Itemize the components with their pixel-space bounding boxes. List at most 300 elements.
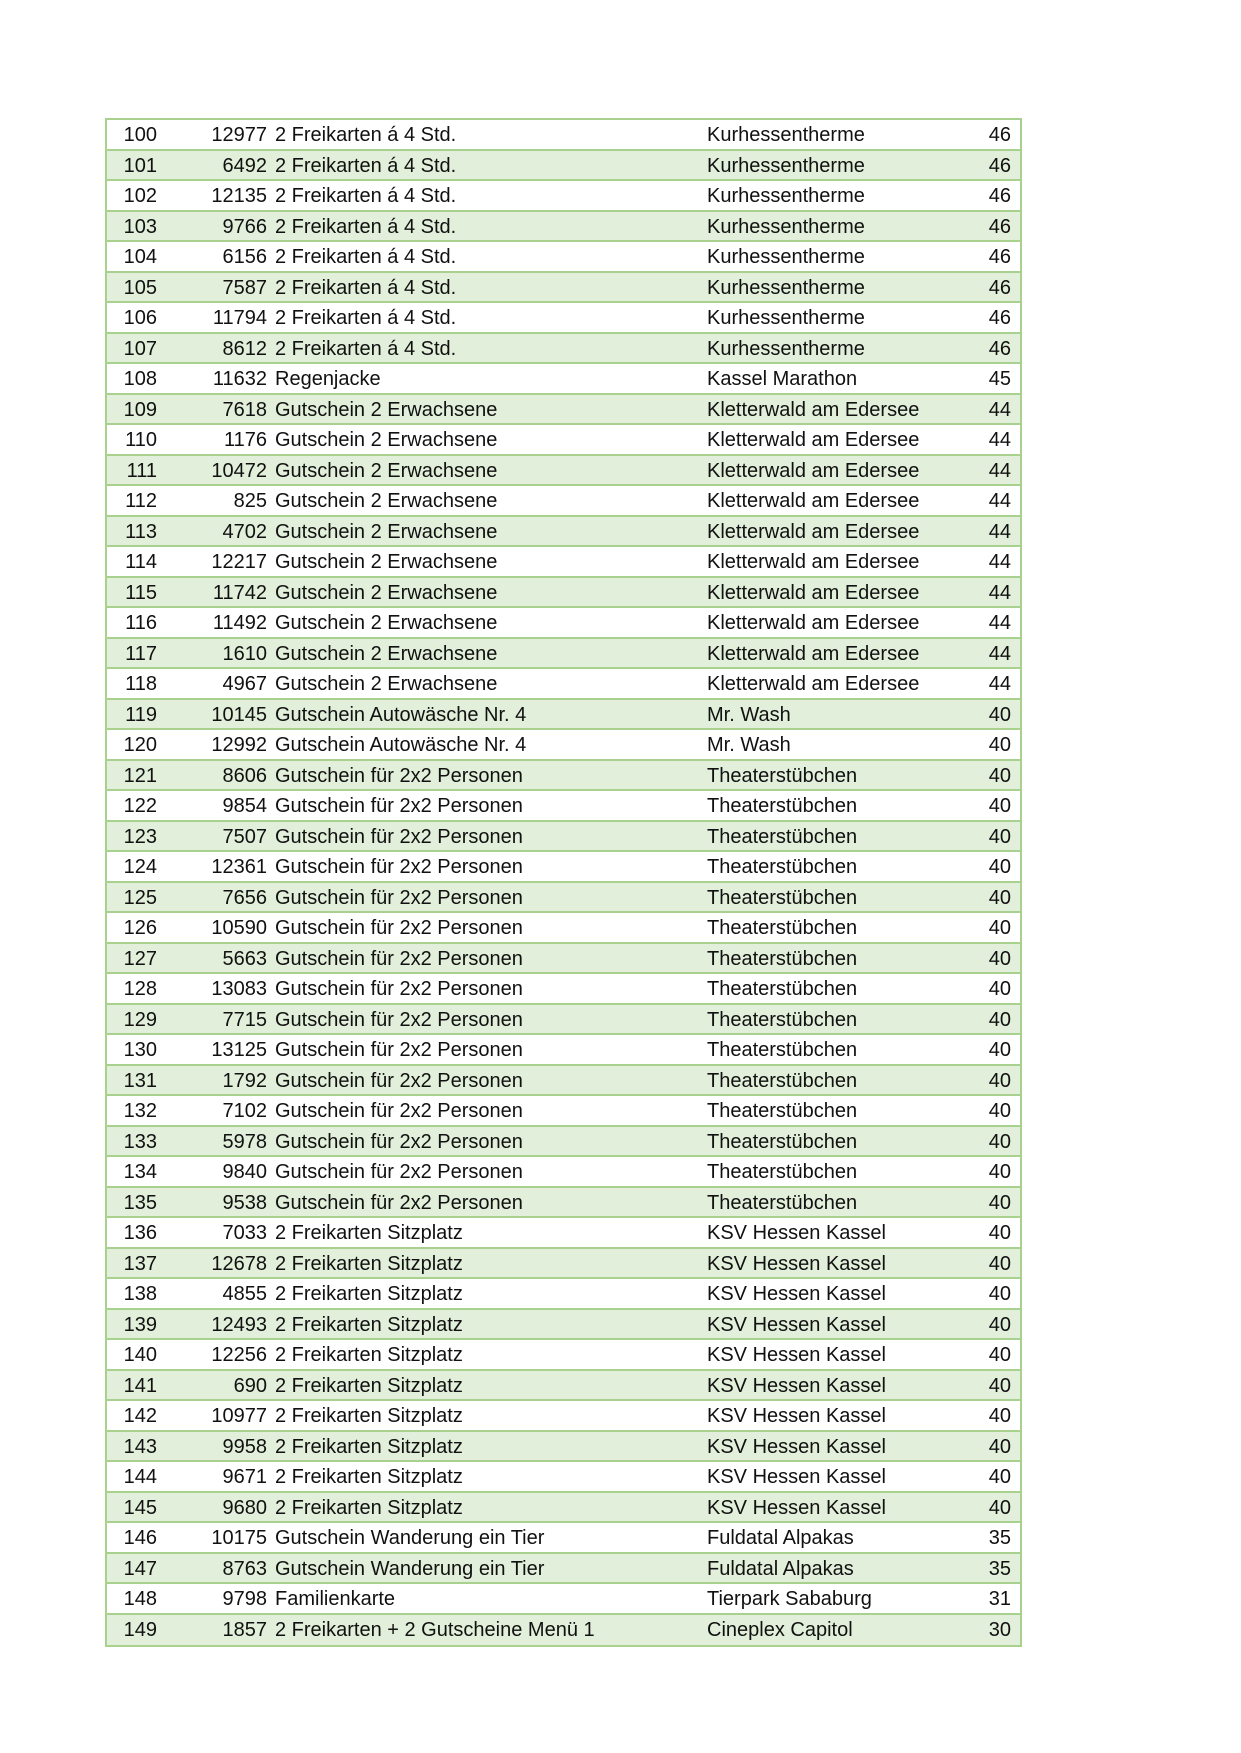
prize-description: Gutschein 2 Erwachsene <box>275 551 498 573</box>
prize-description: Gutschein für 2x2 Personen <box>275 825 523 848</box>
prize-value: 44 <box>988 551 1011 573</box>
table-row <box>107 303 1020 334</box>
prize-description: Gutschein 2 Erwachsene <box>275 581 498 604</box>
prize-value: 46 <box>988 307 1011 329</box>
ticket-number: 12217 <box>211 551 267 573</box>
row-number: 112 <box>125 490 157 512</box>
prize-value: 46 <box>988 337 1011 360</box>
ticket-number: 1857 <box>222 1618 267 1641</box>
ticket-number: 11492 <box>212 612 267 634</box>
table-row <box>107 273 1020 304</box>
prize-description: Gutschein Autowäsche Nr. 4 <box>275 734 527 756</box>
prize-value: 46 <box>988 185 1011 207</box>
row-number: 131 <box>123 1069 157 1092</box>
prize-value: 44 <box>988 673 1011 695</box>
prize-value: 40 <box>988 764 1011 787</box>
prize-description: Gutschein Wanderung ein Tier <box>275 1527 545 1549</box>
table-row <box>107 1584 1020 1615</box>
ticket-number: 11632 <box>212 368 267 390</box>
sponsor-name: KSV Hessen Kassel <box>707 1405 886 1427</box>
prize-description: 2 Freikarten Sitzplatz <box>275 1313 463 1336</box>
ticket-number: 9840 <box>222 1161 267 1183</box>
ticket-number: 12135 <box>211 185 267 207</box>
prize-value: 40 <box>988 856 1011 878</box>
row-number: 104 <box>123 246 157 268</box>
sponsor-name: Kletterwald am Edersee <box>707 642 920 665</box>
sponsor-name: Kurhessentherme <box>707 307 865 329</box>
prize-description: Gutschein 2 Erwachsene <box>275 673 498 695</box>
row-number: 102 <box>123 185 157 207</box>
prize-description: Gutschein für 2x2 Personen <box>275 886 523 909</box>
ticket-number: 12256 <box>211 1344 267 1366</box>
row-number: 121 <box>123 764 157 787</box>
ticket-number: 12493 <box>211 1313 267 1336</box>
prize-value: 40 <box>988 825 1011 848</box>
ticket-number: 10472 <box>211 459 267 482</box>
table-row <box>107 1615 1020 1646</box>
prize-value: 46 <box>988 276 1011 299</box>
ticket-number: 7033 <box>222 1222 267 1244</box>
ticket-number: 10590 <box>211 917 267 939</box>
prize-description: Gutschein 2 Erwachsene <box>275 642 498 665</box>
row-number: 147 <box>123 1557 157 1580</box>
prize-description: Gutschein 2 Erwachsene <box>275 490 498 512</box>
table-row <box>107 974 1020 1005</box>
sponsor-name: Cineplex Capitol <box>707 1618 853 1641</box>
row-number: 149 <box>123 1618 157 1641</box>
row-number: 120 <box>123 734 157 756</box>
table-row <box>107 364 1020 395</box>
prize-description: 2 Freikarten Sitzplatz <box>275 1283 463 1305</box>
ticket-number: 12678 <box>211 1252 267 1275</box>
row-number: 126 <box>123 917 157 939</box>
table-row <box>107 1157 1020 1188</box>
row-number: 129 <box>123 1008 157 1031</box>
ticket-number: 7507 <box>222 825 267 848</box>
sponsor-name: Theaterstübchen <box>707 886 858 909</box>
table-row <box>107 883 1020 914</box>
table-row <box>107 547 1020 578</box>
table-row <box>107 1493 1020 1524</box>
prize-description: 2 Freikarten Sitzplatz <box>275 1344 463 1366</box>
table-row <box>107 822 1020 853</box>
prize-value: 46 <box>988 154 1011 177</box>
row-number: 115 <box>125 581 157 604</box>
sponsor-name: Theaterstübchen <box>707 1008 858 1031</box>
prize-value: 40 <box>988 947 1011 970</box>
table-row <box>107 242 1020 273</box>
row-number: 116 <box>125 612 157 634</box>
prize-value: 44 <box>988 581 1011 604</box>
ticket-number: 12992 <box>211 734 267 756</box>
prize-description: Gutschein 2 Erwachsene <box>275 398 498 421</box>
row-number: 136 <box>123 1222 157 1244</box>
prize-description: Gutschein 2 Erwachsene <box>275 429 498 451</box>
sponsor-name: Theaterstübchen <box>707 1161 858 1183</box>
ticket-number: 9854 <box>222 795 267 817</box>
prize-table <box>105 118 1022 1647</box>
sponsor-name: Kletterwald am Edersee <box>707 429 920 451</box>
ticket-number: 10175 <box>211 1527 267 1549</box>
ticket-number: 7715 <box>222 1008 267 1031</box>
sponsor-name: KSV Hessen Kassel <box>707 1496 886 1519</box>
ticket-number: 7656 <box>222 886 267 909</box>
prize-description: Gutschein für 2x2 Personen <box>275 1039 523 1061</box>
prize-description: 2 Freikarten á 4 Std. <box>275 124 457 146</box>
prize-value: 40 <box>988 1008 1011 1031</box>
prize-description: 2 Freikarten á 4 Std. <box>275 307 457 329</box>
sponsor-name: Kletterwald am Edersee <box>707 612 920 634</box>
prize-value: 44 <box>988 398 1011 421</box>
row-number: 144 <box>123 1466 157 1488</box>
prize-description: Gutschein für 2x2 Personen <box>275 795 523 817</box>
table-row <box>107 334 1020 365</box>
table-row <box>107 1279 1020 1310</box>
ticket-number: 690 <box>233 1374 267 1397</box>
ticket-number: 1176 <box>223 429 267 451</box>
sponsor-name: KSV Hessen Kassel <box>707 1466 886 1488</box>
sponsor-name: Theaterstübchen <box>707 1191 858 1214</box>
prize-value: 45 <box>988 368 1011 390</box>
row-number: 100 <box>123 124 157 146</box>
prize-value: 40 <box>988 1496 1011 1519</box>
prize-value: 46 <box>988 246 1011 268</box>
sponsor-name: Theaterstübchen <box>707 856 858 878</box>
prize-value: 40 <box>988 1374 1011 1397</box>
prize-value: 40 <box>988 1313 1011 1336</box>
table-row <box>107 1401 1020 1432</box>
prize-value: 40 <box>988 703 1011 726</box>
prize-value: 40 <box>988 917 1011 939</box>
sponsor-name: KSV Hessen Kassel <box>707 1283 886 1305</box>
sponsor-name: Kletterwald am Edersee <box>707 398 920 421</box>
prize-description: 2 Freikarten á 4 Std. <box>275 154 457 177</box>
row-number: 140 <box>123 1344 157 1366</box>
row-number: 138 <box>123 1283 157 1305</box>
ticket-number: 825 <box>233 490 267 512</box>
prize-description: Gutschein für 2x2 Personen <box>275 947 523 970</box>
table-row <box>107 120 1020 151</box>
prize-description: Gutschein für 2x2 Personen <box>275 856 523 878</box>
row-number: 133 <box>123 1130 157 1153</box>
prize-description: Gutschein für 2x2 Personen <box>275 917 523 939</box>
table-row <box>107 1523 1020 1554</box>
sponsor-name: Theaterstübchen <box>707 1100 858 1122</box>
table-row <box>107 730 1020 761</box>
row-number: 141 <box>123 1374 157 1397</box>
prize-value: 40 <box>988 1252 1011 1275</box>
table-row <box>107 1554 1020 1585</box>
row-number: 130 <box>123 1039 157 1061</box>
prize-value: 40 <box>988 1466 1011 1488</box>
sponsor-name: KSV Hessen Kassel <box>707 1374 886 1397</box>
sponsor-name: Kurhessentherme <box>707 276 865 299</box>
sponsor-name: Theaterstübchen <box>707 978 858 1000</box>
table-row <box>107 1005 1020 1036</box>
prize-value: 35 <box>988 1527 1011 1549</box>
row-number: 119 <box>125 703 157 726</box>
table-row <box>107 181 1020 212</box>
prize-value: 40 <box>988 978 1011 1000</box>
sponsor-name: Mr. Wash <box>707 703 791 726</box>
prize-value: 40 <box>988 1100 1011 1122</box>
table-row <box>107 1188 1020 1219</box>
prize-value: 40 <box>988 1130 1011 1153</box>
sponsor-name: KSV Hessen Kassel <box>707 1435 886 1458</box>
ticket-number: 12361 <box>211 856 267 878</box>
sponsor-name: Kletterwald am Edersee <box>707 673 920 695</box>
table-row <box>107 517 1020 548</box>
table-row <box>107 1249 1020 1280</box>
prize-description: Regenjacke <box>275 368 381 390</box>
prize-value: 44 <box>988 459 1011 482</box>
prize-description: 2 Freikarten Sitzplatz <box>275 1252 463 1275</box>
table-row <box>107 1218 1020 1249</box>
prize-description: Gutschein 2 Erwachsene <box>275 612 498 634</box>
prize-value: 35 <box>988 1557 1011 1580</box>
row-number: 127 <box>123 947 157 970</box>
row-number: 146 <box>123 1527 157 1549</box>
prize-description: Gutschein für 2x2 Personen <box>275 764 523 787</box>
row-number: 103 <box>123 215 157 238</box>
prize-description: 2 Freikarten á 4 Std. <box>275 215 457 238</box>
sponsor-name: KSV Hessen Kassel <box>707 1222 886 1244</box>
sponsor-name: Theaterstübchen <box>707 917 858 939</box>
ticket-number: 5663 <box>222 947 267 970</box>
prize-description: Gutschein für 2x2 Personen <box>275 1100 523 1122</box>
row-number: 137 <box>123 1252 157 1275</box>
row-number: 113 <box>125 520 157 543</box>
sponsor-name: Kletterwald am Edersee <box>707 459 920 482</box>
sponsor-name: KSV Hessen Kassel <box>707 1252 886 1275</box>
row-number: 110 <box>125 429 157 451</box>
prize-description: 2 Freikarten á 4 Std. <box>275 246 457 268</box>
prize-value: 46 <box>988 215 1011 238</box>
sponsor-name: Theaterstübchen <box>707 825 858 848</box>
ticket-number: 9671 <box>222 1466 267 1488</box>
table-row <box>107 761 1020 792</box>
row-number: 128 <box>123 978 157 1000</box>
prize-description: 2 Freikarten Sitzplatz <box>275 1496 463 1519</box>
prize-description: Gutschein für 2x2 Personen <box>275 1161 523 1183</box>
ticket-number: 13125 <box>211 1039 267 1061</box>
table-row <box>107 1371 1020 1402</box>
sponsor-name: Kletterwald am Edersee <box>707 551 920 573</box>
prize-description: Gutschein für 2x2 Personen <box>275 1130 523 1153</box>
ticket-number: 13083 <box>211 978 267 1000</box>
table-row <box>107 852 1020 883</box>
prize-value: 30 <box>988 1618 1011 1641</box>
sponsor-name: Kassel Marathon <box>707 368 858 390</box>
sponsor-name: Kurhessentherme <box>707 337 865 360</box>
row-number: 118 <box>125 673 157 695</box>
prize-description: 2 Freikarten Sitzplatz <box>275 1405 463 1427</box>
ticket-number: 8606 <box>222 764 267 787</box>
prize-value: 40 <box>988 1069 1011 1092</box>
prize-value: 44 <box>988 612 1011 634</box>
ticket-number: 9538 <box>222 1191 267 1214</box>
row-number: 101 <box>123 154 157 177</box>
row-number: 114 <box>125 551 157 573</box>
prize-description: 2 Freikarten Sitzplatz <box>275 1222 463 1244</box>
ticket-number: 9680 <box>222 1496 267 1519</box>
prize-description: 2 Freikarten á 4 Std. <box>275 185 457 207</box>
ticket-number: 12977 <box>211 124 267 146</box>
row-number: 142 <box>123 1405 157 1427</box>
table-row <box>107 1432 1020 1463</box>
prize-value: 44 <box>988 520 1011 543</box>
prize-description: Gutschein 2 Erwachsene <box>275 459 498 482</box>
ticket-number: 11742 <box>212 581 267 604</box>
row-number: 134 <box>123 1161 157 1183</box>
prize-description: 2 Freikarten Sitzplatz <box>275 1374 463 1397</box>
ticket-number: 9766 <box>222 215 267 238</box>
prize-description: 2 Freikarten + 2 Gutscheine Menü 1 <box>275 1618 595 1641</box>
ticket-number: 8612 <box>222 337 267 360</box>
prize-value: 40 <box>988 1191 1011 1214</box>
sponsor-name: Theaterstübchen <box>707 764 858 787</box>
prize-description: 2 Freikarten á 4 Std. <box>275 337 457 360</box>
table-row <box>107 456 1020 487</box>
sponsor-name: Kletterwald am Edersee <box>707 581 920 604</box>
row-number: 106 <box>123 307 157 329</box>
prize-value: 40 <box>988 795 1011 817</box>
ticket-number: 1610 <box>222 642 267 665</box>
row-number: 132 <box>123 1100 157 1122</box>
table-row <box>107 639 1020 670</box>
prize-value: 31 <box>988 1588 1011 1610</box>
table-row <box>107 669 1020 700</box>
prize-description: Gutschein Autowäsche Nr. 4 <box>275 703 527 726</box>
sponsor-name: Fuldatal Alpakas <box>707 1557 854 1580</box>
row-number: 148 <box>123 1588 157 1610</box>
sponsor-name: Fuldatal Alpakas <box>707 1527 854 1549</box>
sponsor-name: Kurhessentherme <box>707 215 865 238</box>
prize-value: 40 <box>988 886 1011 909</box>
ticket-number: 5978 <box>222 1130 267 1153</box>
ticket-number: 4855 <box>222 1283 267 1305</box>
prize-description: Gutschein für 2x2 Personen <box>275 1008 523 1031</box>
ticket-number: 9958 <box>222 1435 267 1458</box>
sponsor-name: Mr. Wash <box>707 734 791 756</box>
prize-value: 44 <box>988 429 1011 451</box>
table-row <box>107 700 1020 731</box>
row-number: 111 <box>126 459 157 482</box>
table-row <box>107 1340 1020 1371</box>
ticket-number: 7102 <box>222 1100 267 1122</box>
prize-value: 44 <box>988 642 1011 665</box>
row-number: 107 <box>123 337 157 360</box>
ticket-number: 9798 <box>222 1588 267 1610</box>
table-row <box>107 913 1020 944</box>
prize-description: Gutschein Wanderung ein Tier <box>275 1557 545 1580</box>
sponsor-name: KSV Hessen Kassel <box>707 1344 886 1366</box>
prize-description: Gutschein für 2x2 Personen <box>275 1191 523 1214</box>
row-number: 124 <box>123 856 157 878</box>
row-number: 125 <box>123 886 157 909</box>
ticket-number: 10145 <box>211 703 267 726</box>
table-row <box>107 1127 1020 1158</box>
prize-description: 2 Freikarten Sitzplatz <box>275 1466 463 1488</box>
prize-description: Gutschein 2 Erwachsene <box>275 520 498 543</box>
ticket-number: 1792 <box>222 1069 267 1092</box>
table-row <box>107 1462 1020 1493</box>
row-number: 123 <box>123 825 157 848</box>
row-number: 143 <box>123 1435 157 1458</box>
table-row <box>107 486 1020 517</box>
sponsor-name: Theaterstübchen <box>707 795 858 817</box>
sponsor-name: Tierpark Sababurg <box>707 1588 872 1610</box>
table-row <box>107 425 1020 456</box>
table-row <box>107 1096 1020 1127</box>
prize-description: 2 Freikarten Sitzplatz <box>275 1435 463 1458</box>
prize-value: 40 <box>988 1039 1011 1061</box>
sponsor-name: Theaterstübchen <box>707 947 858 970</box>
prize-value: 40 <box>988 1435 1011 1458</box>
prize-description: Familienkarte <box>275 1588 396 1610</box>
prize-description: Gutschein für 2x2 Personen <box>275 1069 523 1092</box>
row-number: 105 <box>123 276 157 299</box>
sponsor-name: Theaterstübchen <box>707 1039 858 1061</box>
prize-value: 40 <box>988 1283 1011 1305</box>
sponsor-name: Kletterwald am Edersee <box>707 490 920 512</box>
ticket-number: 6492 <box>222 154 267 177</box>
prize-value: 40 <box>988 1222 1011 1244</box>
row-number: 117 <box>125 642 157 665</box>
table-row <box>107 791 1020 822</box>
ticket-number: 4967 <box>222 673 267 695</box>
table-row <box>107 608 1020 639</box>
ticket-number: 7618 <box>222 398 267 421</box>
sponsor-name: Theaterstübchen <box>707 1130 858 1153</box>
sponsor-name: Kurhessentherme <box>707 154 865 177</box>
row-number: 122 <box>123 795 157 817</box>
row-number: 135 <box>123 1191 157 1214</box>
row-number: 108 <box>123 368 157 390</box>
prize-description: 2 Freikarten á 4 Std. <box>275 276 457 299</box>
prize-value: 40 <box>988 734 1011 756</box>
table-row <box>107 1310 1020 1341</box>
row-number: 139 <box>123 1313 157 1336</box>
row-number: 109 <box>123 398 157 421</box>
ticket-number: 11794 <box>212 307 267 329</box>
table-row <box>107 1035 1020 1066</box>
sponsor-name: KSV Hessen Kassel <box>707 1313 886 1336</box>
row-number: 145 <box>123 1496 157 1519</box>
table-row <box>107 944 1020 975</box>
table-row <box>107 578 1020 609</box>
prize-value: 40 <box>988 1344 1011 1366</box>
prize-value: 44 <box>988 490 1011 512</box>
sponsor-name: Kurhessentherme <box>707 246 865 268</box>
prize-value: 40 <box>988 1405 1011 1427</box>
prize-description: Gutschein für 2x2 Personen <box>275 978 523 1000</box>
table-row <box>107 212 1020 243</box>
prize-value: 46 <box>988 124 1011 146</box>
ticket-number: 10977 <box>211 1405 267 1427</box>
ticket-number: 4702 <box>222 520 267 543</box>
ticket-number: 7587 <box>222 276 267 299</box>
table-row <box>107 151 1020 182</box>
ticket-number: 6156 <box>222 246 267 268</box>
sponsor-name: Kletterwald am Edersee <box>707 520 920 543</box>
table-row <box>107 395 1020 426</box>
sponsor-name: Kurhessentherme <box>707 124 865 146</box>
sponsor-name: Kurhessentherme <box>707 185 865 207</box>
prize-value: 40 <box>988 1161 1011 1183</box>
sponsor-name: Theaterstübchen <box>707 1069 858 1092</box>
table-row <box>107 1066 1020 1097</box>
